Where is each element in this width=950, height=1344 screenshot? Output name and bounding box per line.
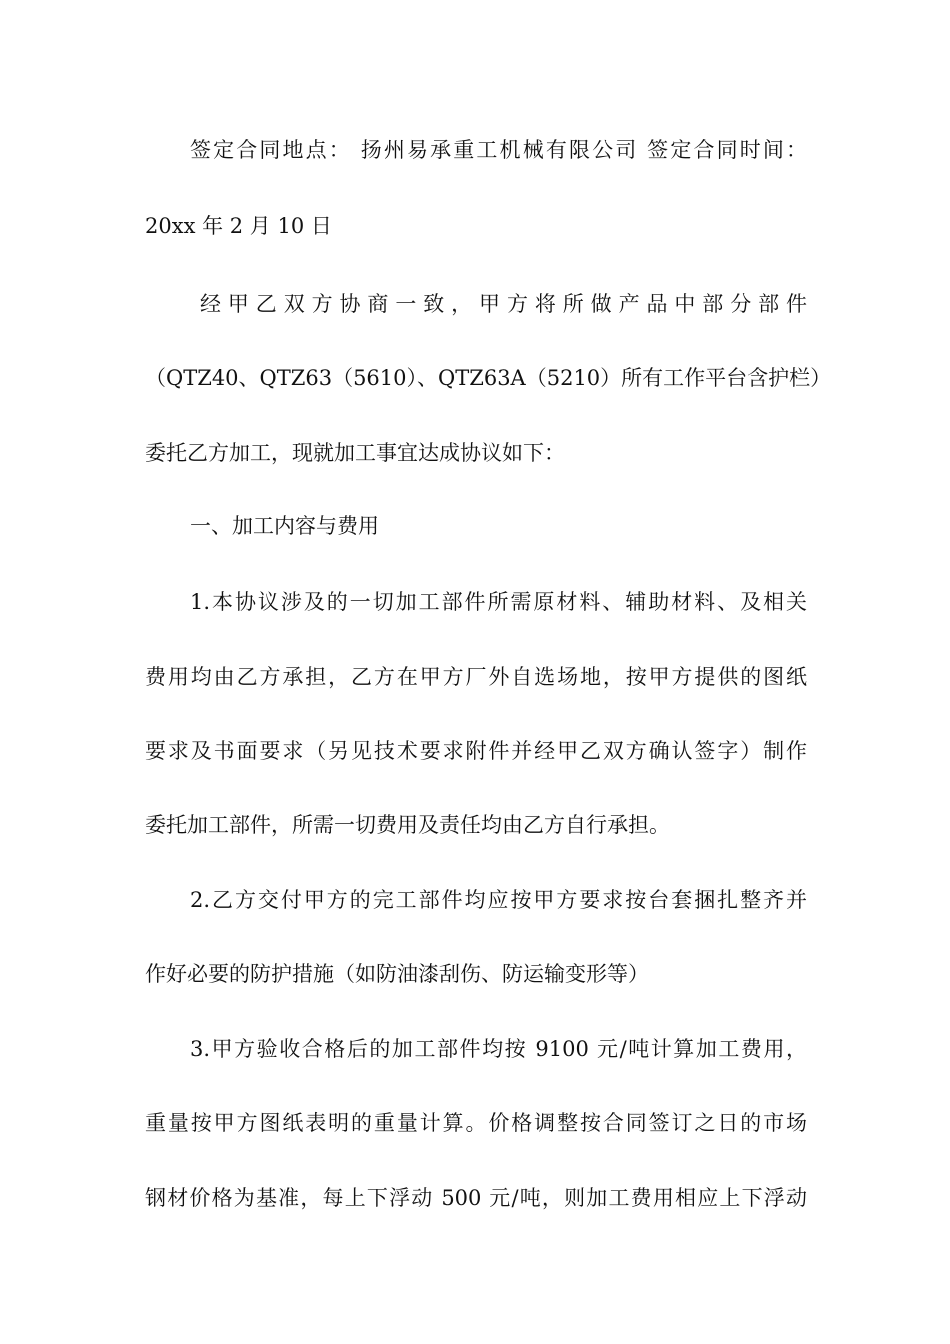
section-heading-1: 一、加工内容与费用: [190, 514, 379, 538]
contract-date-line: 20xx 年 2 月 10 日: [145, 214, 332, 238]
contract-place-line: 签定合同地点： 扬州易承重工机械有限公司 签定合同时间：: [190, 138, 807, 162]
clause-1-line-3: 要求及书面要求（另见技术要求附件并经甲乙双方确认签字）制作: [145, 739, 807, 763]
intro-paragraph-line-2: （QTZ40、QTZ63（5610）、QTZ63A（5210）所有工作平台含护栏）: [145, 366, 832, 390]
clause-2-line-2: 作好必要的防护措施（如防油漆刮伤、防运输变形等）: [145, 962, 649, 986]
clause-1-line-4: 委托加工部件，所需一切费用及责任均由乙方自行承担。: [145, 813, 670, 837]
clause-3-line-2: 重量按甲方图纸表明的重量计算。价格调整按合同签订之日的市场: [145, 1111, 807, 1135]
clause-2-line-1: 2.乙方交付甲方的完工部件均应按甲方要求按台套捆扎整齐并: [190, 888, 807, 912]
clause-3-line-1: 3.甲方验收合格后的加工部件均按 9100 元/吨计算加工费用，: [190, 1037, 807, 1061]
intro-paragraph-line-1: 经甲乙双方协商一致，甲方将所做产品中部分部件: [200, 292, 807, 316]
intro-paragraph-line-3: 委托乙方加工，现就加工事宜达成协议如下：: [145, 441, 565, 465]
clause-1-line-1: 1.本协议涉及的一切加工部件所需原材料、辅助材料、及相关: [190, 590, 807, 614]
clause-3-line-3: 钢材价格为基准，每上下浮动 500 元/吨，则加工费用相应上下浮动: [145, 1186, 807, 1210]
clause-1-line-2: 费用均由乙方承担，乙方在甲方厂外自选场地，按甲方提供的图纸: [145, 665, 807, 689]
